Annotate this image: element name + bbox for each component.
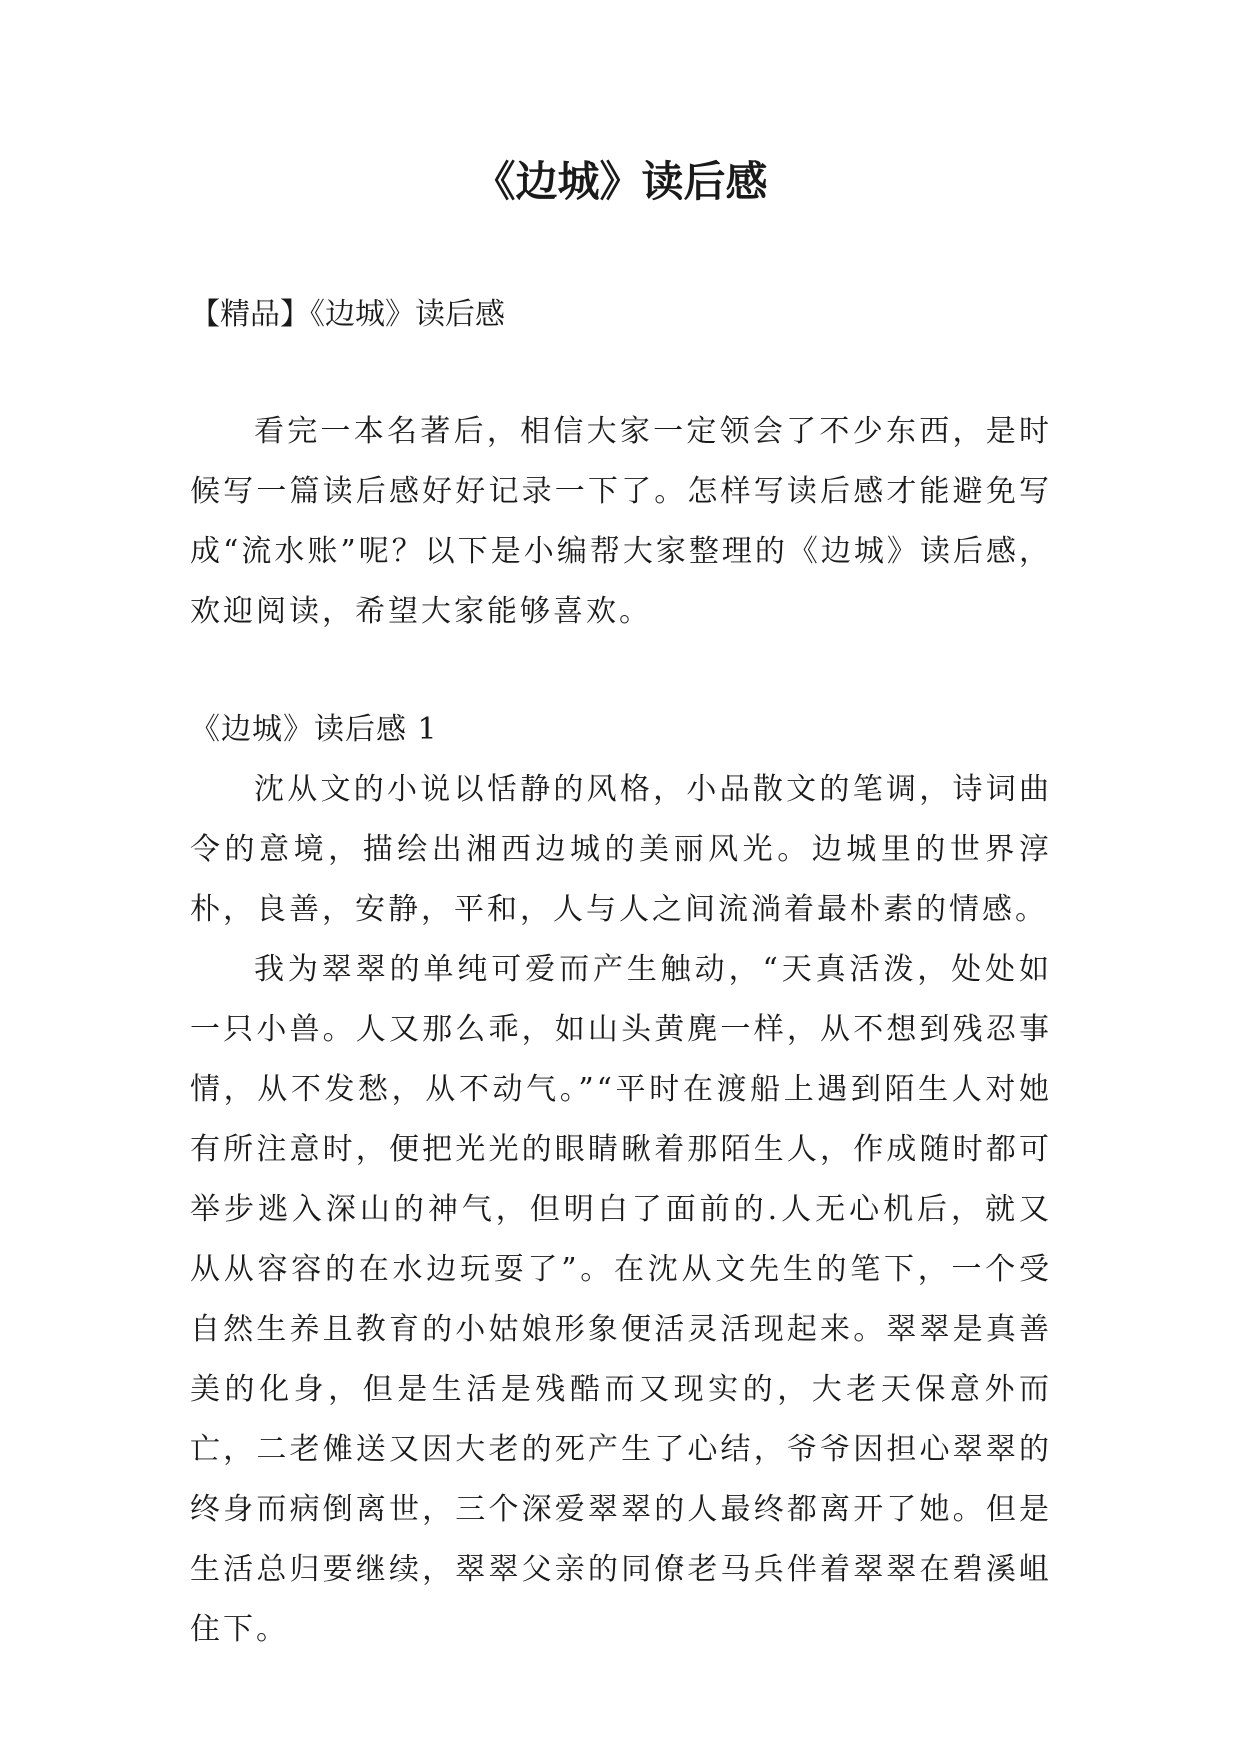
essay-paragraph: 沈从文的小说以恬静的风格，小品散文的笔调，诗词曲令的意境，描绘出湘西边城的美丽风光。边城里的世界淳朴，良善，安静，平和，人与人之间流淌着最朴素的情感。 <box>190 772 1052 927</box>
essay-paragraph: 我为翠翠的单纯可爱而产生触动，“天真活泼，处处如一只小兽。人又那么乖，如山头黄麂一样，从不想到残忍事情，从不发愁，从不动气。”“平时在渡船上遇到陌生人对她有所注意时，便把光光的眼睛瞅着那陌生人，作成随时都可举步逃入深山的神气，但明白了面前的.人无心机后，就又从从容容的在水边玩耍了”。在沈从文先生的笔下，一个受自然生养且教育的小姑娘形象便活灵活现起来。翠翠是真善美的化身，但是生活是残酷而又现实的，大老天保意外而亡，二老傩送又因大老的死产生了心结，爷爷因担心翠翠的终身而病倒离世，三个深爱翠翠的人最终都离开了她。但是生活总归要继续，翠翠父亲的同僚老马兵伴着翠翠在碧溪岨住下。 <box>190 952 1052 1647</box>
intro-paragraph: 看完一本名著后，相信大家一定领会了不少东西，是时候写一篇读后感好好记录一下了。怎样写读后感才能避免写成“流水账”呢？以下是小编帮大家整理的《边城》读后感，欢迎阅读，希望大家能够喜欢。 <box>190 414 1052 629</box>
document-title: 《边城》读后感 <box>473 157 768 206</box>
document-subtitle: 【精品】《边城》读后感 <box>190 297 505 332</box>
essay-body <box>190 760 1052 1660</box>
intro-section <box>190 402 1052 642</box>
section-heading: 《边城》读后感 1 <box>190 712 438 747</box>
